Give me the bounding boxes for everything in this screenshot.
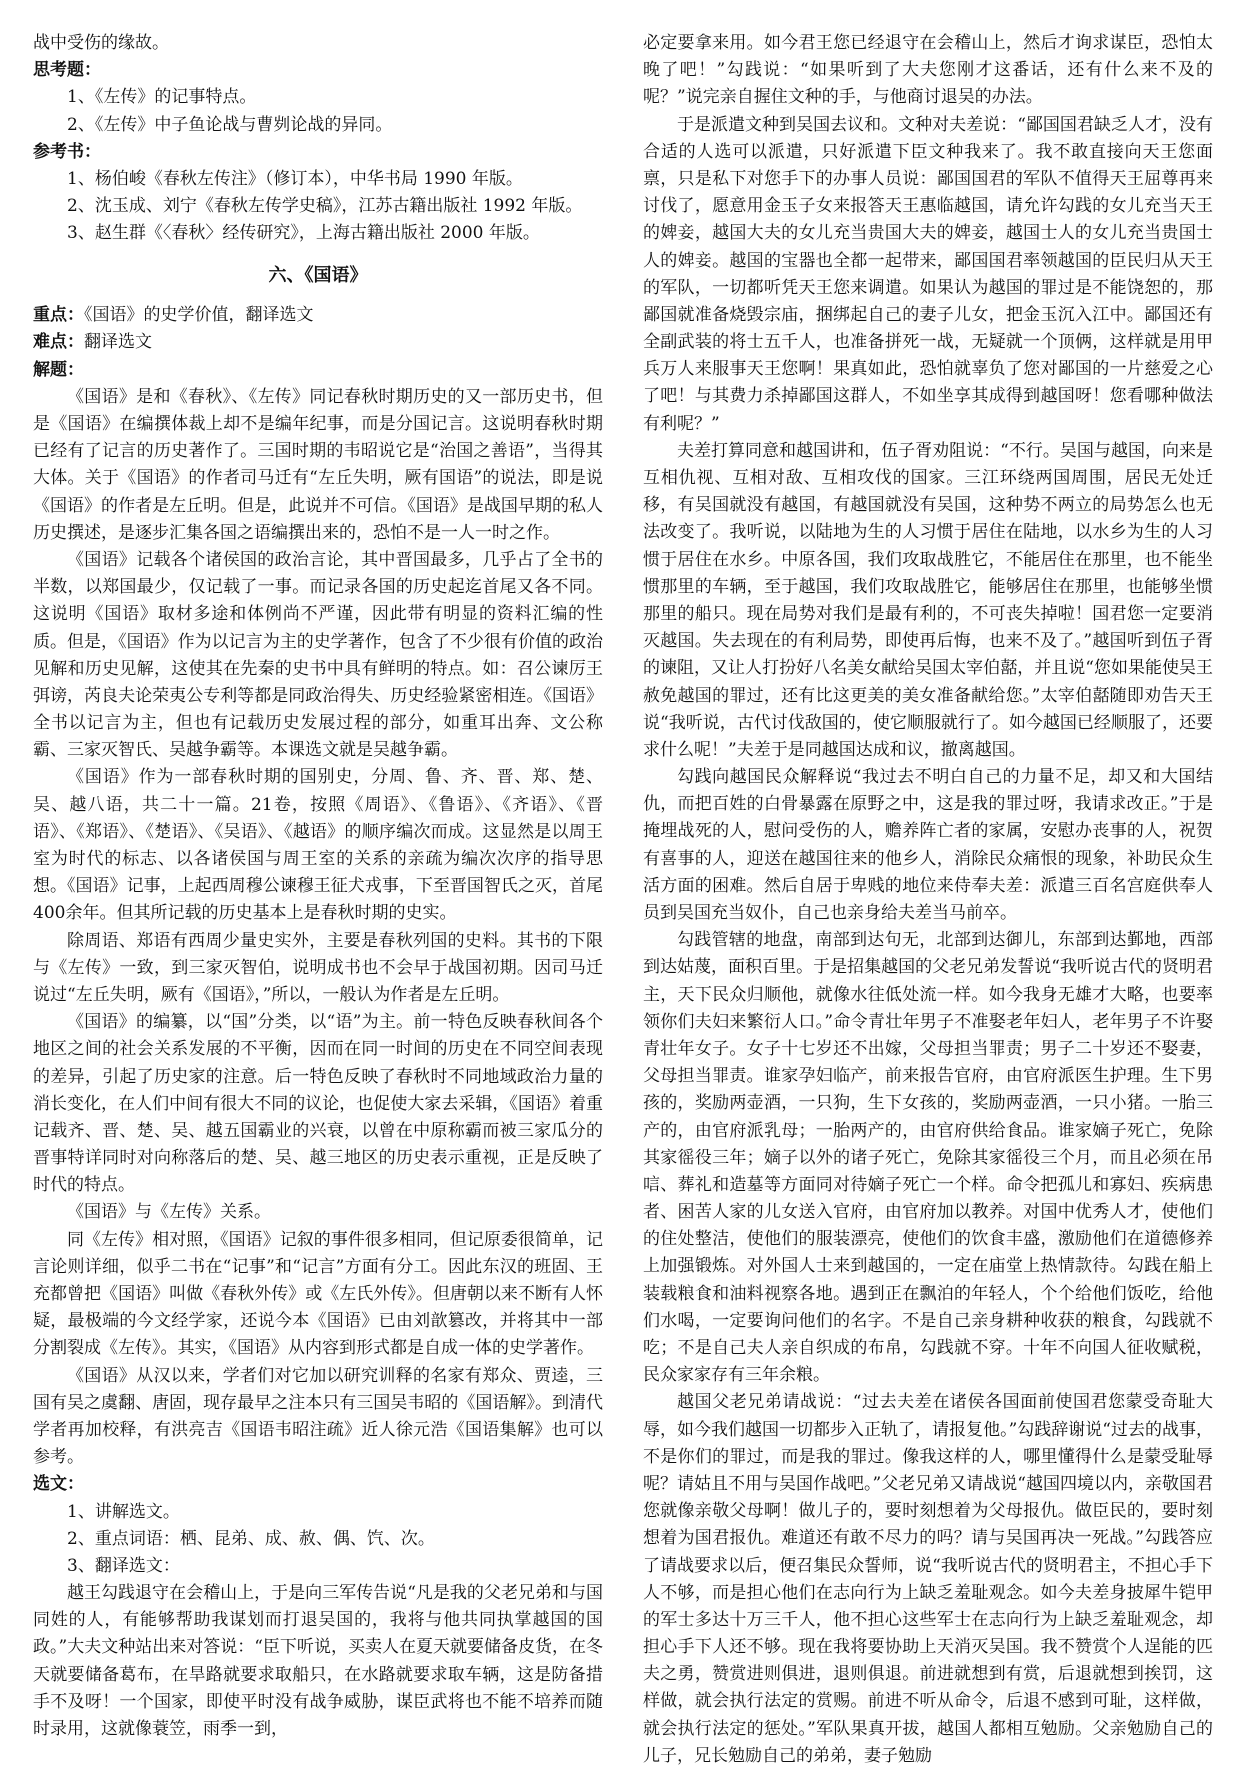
thinking-heading: 思考题： (33, 60, 101, 81)
explain-paragraph: 《国语》作为一部春秋时期的国别史，分周、鲁、齐、晋、郑、楚、吴、越八语，共二十一篇。21卷，按照《周语》、《鲁语》、《齐语》、《晋语》、《郑语》、《楚语》、《吴语》、《越语》的顺序编次而成。这显然是以周王室为时代的标志、以各诸侯国与周王室的关系的亲疏为编次次序的指导思想。《国语》记事，上起西周穆公谏穆王征犬戎事，下至晋国智氏之灭，首尾400余年。但其所记载的历史基本上是春秋时期的史实。 (33, 767, 603, 924)
thinking-item: 1、《左传》的记事特点。 (67, 87, 257, 108)
selected-item: 3、翻译选文： (67, 1555, 180, 1576)
thinking-item: 2、《左传》中子鱼论战与曹刿论战的异同。 (67, 114, 393, 135)
explain-paragraph: 《国语》记载各个诸侯国的政治言论，其中晋国最多，几乎占了全书的半数，以郑国最少，仅记载了一事。而记录各国的历史起迄首尾又各不同。这说明《国语》取材多途和体例尚不严谨，因此带有明显的资料汇编的性质。但是，《国语》作为以记言为主的史学著作，包含了不少很有价值的政治见解和历史见解，这使其在先秦的史书中具有鲜明的特点。如：召公谏厉王弭谤，芮良夫论荣夷公专利等都是同政治得失、历史经验紧密相连。《国语》全书以记言为主，但也有记载历史发展过程的部分，如重耳出奔、文公称霸、三家灭智氏、吴越争霸等。本课选文就是吴越争霸。 (33, 549, 603, 761)
explain-paragraph: 《国语》从汉以来，学者们对它加以研究训释的名家有郑众、贾逵，三国有吴之虞翻、唐固，现存最早之注本只有三国吴韦昭的《国语解》。到清代学者再加校释，有洪亮吉《国语韦昭注疏》近人徐元浩《国语集解》也可以参考。 (33, 1365, 603, 1468)
translation-paragraph: 夫差打算同意和越国讲和，伍子胥劝阻说：“不行。吴国与越国，向来是互相仇视、互相对敌、互相攻伐的国家。三江环绕两国周围，居民无处迁移，有吴国就没有越国，有越国就没有吴国，这种势不两立的局势怎么也无法改变了。我听说，以陆地为生的人习惯于居住在陆地，以水乡为生的人习惯于居住在水乡。中原各国，我们攻取战胜它，不能居住在那里，也不能坐惯那里的车辆，至于越国，我们攻取战胜它，能够居住在那里，也能够坐惯那里的船只。现在局势对我们是最有利的，不可丧失掉啦！国君您一定要消灭越国。失去现在的有利局势，即使再后悔，也来不及了。”越国听到伍子胥的谏阻，又让人打扮好八名美女献给吴国太宰伯嚭，并且说“您如果能使吴王赦免越国的罪过，还有比这更美的美女准备献给您。”太宰伯嚭随即劝告天王说“我听说，古代讨伐敌国的，使它顺服就行了。如今越国已经顺服了，还要求什么呢！”夫差于是同越国达成和议，撤离越国。 (643, 440, 1213, 760)
explain-paragraph: 除周语、郑语有西周少量史实外，主要是春秋列国的史料。其书的下限与《左传》一致，到三家灭智伯，说明成书也不会早于战国初期。因司马迁说过“左丘失明，厥有《国语》，”所以，一般认为作者是左丘明。 (33, 930, 603, 1005)
focus-text: 《国语》的史学价值，翻译选文 (84, 305, 314, 326)
explain-paragraph: 同《左传》相对照，《国语》记叙的事件很多相同，但记原委很简单，记言论则详细，似乎二书在“记事”和“记言”方面有分工。因此东汉的班固、王充都曾把《国语》叫做《春秋外传》或《左氏外传》。但唐朝以来不断有人怀疑，最极端的今文经学家，还说今本《国语》已由刘歆篡改，并将其中一部分割裂成《左传》。其实，《国语》从内容到形式都是自成一体的史学著作。 (33, 1229, 603, 1359)
selected-item: 1、讲解选文。 (67, 1501, 180, 1522)
difficulty-label: 难点： (33, 332, 84, 353)
ref-item: 3、赵生群《〈春秋〉经传研究》，上海古籍出版社 2000 年版。 (67, 223, 540, 244)
explain-paragraph: 《国语》的编纂，以“国”分类，以“语”为主。前一特色反映春秋间各个地区之间的社会关系发展的不平衡，因而在同一时间的历史在不同空间表现的差异，引起了历史家的注意。后一特色反映了春秋时不同地域政治力量的消长变化，在人们中间有很大不同的议论，也促使大家去采辑，《国语》着重记载齐、晋、楚、吴、越五国霸业的兴衰，以曾在中原称霸而被三家瓜分的晋事特详同时对向称落后的楚、吴、越三地区的历史表示重视，正是反映了时代的特点。 (33, 1012, 603, 1196)
explain-paragraph: 《国语》是和《春秋》、《左传》同记春秋时期历史的又一部历史书，但是《国语》在编撰体裁上却不是编年纪事，而是分国记言。这说明春秋时期已经有了记言的历史著作了。三国时期的韦昭说它是“治国之善语”，当得其大体。关于《国语》的作者司马迁有“左丘失明，厥有国语”的说法，即是说《国语》的作者是左丘明。但是，此说并不可信。《国语》是战国早期的私人历史撰述，是逐步汇集各国之语编撰出来的，恐怕不是一人一时之作。 (33, 386, 603, 543)
focus-line (33, 302, 603, 329)
translation-paragraph: 于是派遣文种到吴国去议和。文种对夫差说：“鄙国国君缺乏人才，没有合适的人选可以派遣，只好派遣下臣文种我来了。我不敢直接向天王您面禀，只是私下对您手下的办事人员说：鄙国国君的军队不值得天王屈尊再来讨伐了，愿意用金玉子女来报答天王惠临越国，请允许勾践的女儿充当天王的婢妾，越国大夫的女儿充当贵国大夫的婢妾，越国士人的女儿充当贵国士人的婢妾。越国的宝器也全都一起带来，鄙国国君率领越国的臣民归从天王的军队，一切都听凭天王您来调遣。如果认为越国的罪过是不能饶恕的，那鄙国就准备烧毁宗庙，捆绑起自己的妻子儿女，把金玉沉入江中。鄙国还有全副武装的将士五千人，也准备拼死一战，无疑就一个顶俩，这样就是用甲兵万人来服事天王您啊！果真如此，恐怕就辜负了您对鄙国的一片慈爱之心了吧！与其费力杀掉鄙国这群人，不如坐享其成得到越国呀！您看哪种做法有利呢？” (643, 114, 1213, 434)
left-column (33, 30, 603, 1740)
selected-heading: 选文： (33, 1474, 84, 1495)
translation-paragraph: 勾践向越国民众解释说“我过去不明白自己的力量不足，却又和大国结仇，而把百姓的白骨暴露在原野之中，这是我的罪过呀，我请求改正。”于是掩埋战死的人，慰问受伤的人，赡养阵亡者的家属，安慰办丧事的人，祝贺有喜事的人，迎送在越国往来的他乡人，消除民众痛恨的现象，补助民众生活方面的困难。然后自居于卑贱的地位来侍奉夫差：派遣三百名宫庭供奉人员到吴国充当奴仆，自己也亲身给夫差当马前卒。 (643, 767, 1213, 923)
intro-tail: 战中受伤的缘故。 (33, 33, 169, 53)
ref-item: 2、沈玉成、刘宁《春秋左传学史稿》，江苏古籍出版社 1992 年版。 (67, 196, 583, 217)
translation-paragraph: 越国父老兄弟请战说：“过去夫差在诸侯各国面前使国君您蒙受奇耻大辱，如今我们越国一切都步入正轨了，请报复他。”勾践辞谢说“过去的战事，不是你们的罪过，而是我的罪过。像我这样的人，哪里懂得什么是蒙受耻辱呢？请姑且不用与吴国作战吧。”父老兄弟又请战说“越国四境以内，亲敬国君您就像亲敬父母啊！做儿子的，要时刻想着为父母报仇。做臣民的，要时刻想着为国君报仇。难道还有敢不尽力的吗？请与吴国再决一死战。”勾践答应了请战要求以后，便召集民众誓师，说“我听说古代的贤明君主，不担心手下人不够，而是担心他们在志向行为上缺乏羞耻观念。如今夫差身披犀牛铠甲的军士多达十万三千人，他不担心这些军士在志向行为上缺乏羞耻观念，却担心手下人还不够。现在我将要协助上天消灭吴国。我不赞赏个人逞能的匹夫之勇，赞赏进则俱进，退则俱退。前进就想到有赏，后退就想到挨罚，这样做，就会执行法定的赏赐。前进不听从命令，后退不感到可耻，这样做，就会执行法定的惩处。”军队果真开拔，越国人都相互勉励。父亲勉励自己的儿子，兄长勉励自己的弟弟，妻子勉励 (643, 1392, 1213, 1766)
refs-heading: 参考书： (33, 141, 101, 162)
section-title: 六、《国语》 (268, 264, 368, 286)
translation-paragraph: 越王勾践退守在会稽山上，于是向三军传告说“凡是我的父老兄弟和与国同姓的人，有能够帮助我谋划而打退吴国的，我将与他共同执掌越国的国政。”大夫文种站出来对答说：“臣下听说，买卖人在夏天就要储备皮货，在冬天就要储备葛布，在旱路就要求取船只，在水路就要求取车辆，这是防备措手不及呀！一个国家，即使平时没有战争威胁，谋臣武将也不能不培养而随时录用，这就像蓑笠，雨季一到， (33, 1583, 603, 1740)
document-page (33, 30, 1213, 1766)
explain-heading: 解题： (33, 359, 84, 380)
translation-paragraph: 必定要拿来用。如今君王您已经退守在会稽山上，然后才询求谋臣，恐怕太晚了吧！”勾践说：“如果听到了大夫您刚才这番话，还有什么来不及的呢？”说完亲自握住文种的手，与他商讨退吴的办法。 (643, 33, 1213, 108)
focus-label: 重点： (33, 305, 84, 326)
difficulty-line (33, 329, 603, 356)
difficulty-text: 翻译选文 (84, 332, 152, 353)
translation-paragraph: 勾践管辖的地盘，南部到达句无，北部到达御儿，东部到达鄞地，西部到达姑蔑，面积百里。于是招集越国的父老兄弟发誓说“我听说古代的贤明君主，天下民众归顺他，就像水往低处流一样。如今我身无雄才大略，也要率领你们夫妇来繁衍人口。”命令青壮年男子不准娶老年妇人，老年男子不许娶青壮年女子。女子十七岁还不出嫁，父母担当罪责；男子二十岁还不娶妻，父母担当罪责。谁家孕妇临产，前来报告官府，由官府派医生护理。生下男孩的，奖励两壶酒，一只狗，生下女孩的，奖励两壶酒，一只小猪。一胎三产的，由官府派乳母；一胎两产的，由官府供给食品。谁家嫡子死亡，免除其家徭役三年；嫡子以外的诸子死亡，免除其家徭役三个月，而且必须在吊唁、葬礼和造墓等方面同对待嫡子死亡一个样。命令把孤儿和寡妇、疾病患者、困苦人家的儿女送入官府，由官府加以教养。对国中优秀人才，使他们的住处整洁，使他们的服装漂亮，使他们的饮食丰盛，激励他们在道德修养上加强锻炼。对外国人士来到越国的，一定在庙堂上热情款待。勾践在船上装载粮食和油料视察各地。遇到正在飘泊的年轻人，个个给他们饭吃，给他们水喝，一定要询问他们的名字。不是自己亲身耕种收获的粮食，勾践就不吃；不是自己夫人亲自织成的布帛，勾践就不穿。十年不向国人征收赋税，民众家家存有三年余粮。 (643, 930, 1213, 1386)
selected-item: 2、重点词语：栖、昆弟、成、赦、偶、饩、次。 (67, 1528, 435, 1549)
ref-item: 1、杨伯峻《春秋左传注》（修订本），中华书局 1990 年版。 (67, 168, 523, 189)
right-column (643, 30, 1213, 1766)
explain-paragraph: 《国语》与《左传》关系。 (67, 1202, 271, 1223)
